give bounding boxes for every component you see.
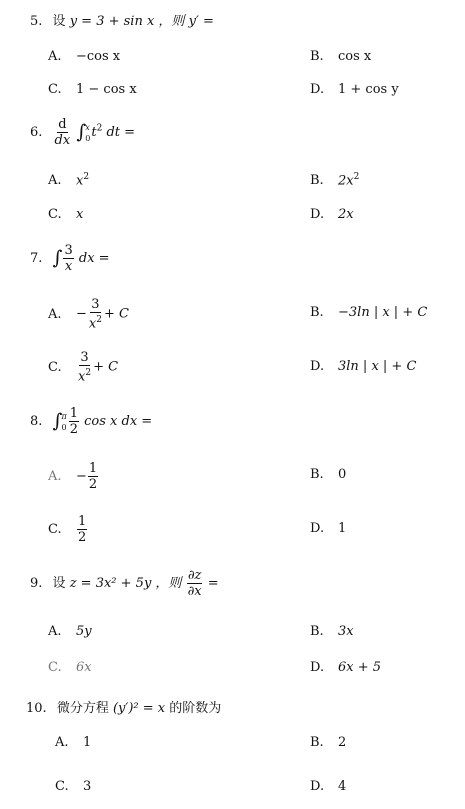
option-power: 2 [353, 172, 360, 182]
option-text: 3x [338, 624, 354, 639]
option-label: B. [310, 467, 324, 482]
partial-derivative [187, 568, 203, 599]
option-tail: + C [93, 359, 119, 375]
option-text: 1 [338, 521, 347, 536]
q10-option-d[interactable] [310, 779, 346, 794]
question-6 [30, 117, 135, 148]
q9-option-d[interactable] [310, 660, 381, 675]
q8-option-a[interactable] [48, 461, 99, 492]
partial-numerator: ∂z [187, 568, 202, 583]
denominator-base: x [78, 369, 86, 385]
fraction-denominator [88, 313, 103, 331]
question-9 [30, 568, 219, 599]
stem-tail: cos x dx = [84, 414, 153, 429]
option-text: 0 [338, 467, 347, 482]
denominator-power: 2 [96, 315, 102, 325]
q8-option-d[interactable] [310, 521, 346, 536]
q10-option-a[interactable] [55, 735, 91, 750]
option-label: A. [48, 469, 62, 484]
question-7 [30, 243, 110, 274]
q5-option-b[interactable] [310, 49, 371, 64]
q7-option-d[interactable] [310, 359, 416, 374]
denominator-power: 2 [85, 368, 92, 378]
q8-option-b[interactable] [310, 467, 346, 482]
fraction-numerator: 3 [64, 243, 73, 258]
option-label: C. [48, 207, 62, 222]
q6-option-d[interactable] [310, 207, 354, 222]
fraction-denominator [77, 366, 92, 384]
option-text: x [76, 207, 84, 222]
question-prefix: 设 [52, 576, 66, 591]
q9-option-b[interactable] [310, 624, 354, 639]
option-label: B. [310, 624, 324, 639]
option-fraction [88, 297, 103, 331]
question-prefix: 微分方程 [56, 701, 109, 716]
question-number: 10. [26, 701, 47, 716]
option-text: 4 [338, 779, 347, 794]
option-text: 3 [83, 779, 92, 794]
question-number: 9. [30, 576, 43, 591]
q5-option-a[interactable] [48, 49, 120, 64]
fraction-numerator: 1 [88, 461, 98, 476]
option-label: C. [48, 660, 62, 675]
fraction-denominator: 2 [69, 422, 78, 437]
fraction-numerator: 3 [80, 350, 89, 365]
option-text: 2x [338, 207, 354, 222]
question-expression: (y′)² = x [112, 701, 166, 716]
fraction-denominator: 2 [88, 477, 98, 492]
question-10 [26, 697, 221, 716]
integrand-power: 2 [96, 123, 103, 134]
fraction-numerator: 1 [69, 406, 78, 421]
lower-limit: 0 [85, 133, 91, 143]
question-number: 8. [30, 414, 43, 429]
option-label: A. [48, 49, 62, 64]
q5-option-d[interactable] [310, 82, 399, 97]
q6-option-a[interactable] [48, 172, 89, 188]
q7-option-a[interactable] [48, 297, 129, 331]
coefficient-fraction [69, 406, 79, 437]
stem-tail: = [207, 576, 219, 591]
q10-option-c[interactable] [55, 779, 91, 794]
option-label: A. [48, 173, 62, 189]
integral-sign: ∫ [52, 246, 63, 269]
option-label: D. [310, 82, 325, 97]
integrand: t [91, 125, 97, 140]
option-tail: + C [103, 306, 129, 322]
q5-option-c[interactable] [48, 82, 137, 97]
option-power: 2 [83, 172, 90, 182]
option-text: 1 + cos y [338, 82, 399, 97]
derivative-d: d [58, 117, 67, 132]
upper-limit: x [85, 122, 90, 132]
option-label: A. [48, 624, 62, 639]
stem-tail: dx = [78, 251, 110, 266]
option-label: B. [310, 305, 324, 320]
option-label: A. [48, 306, 62, 322]
option-text: 1 − cos x [76, 82, 137, 97]
option-label: B. [310, 173, 324, 189]
option-label: A. [55, 735, 69, 750]
fraction-denominator: 2 [78, 530, 87, 545]
option-base: x [76, 173, 84, 189]
option-label: D. [310, 660, 325, 675]
integral-sign: ∫ [76, 120, 87, 143]
option-text: 3ln | x | + C [338, 359, 417, 374]
question-number: 7. [30, 251, 43, 266]
option-label: D. [310, 521, 325, 536]
option-sign: − [76, 469, 87, 484]
option-text: cos x [338, 49, 372, 64]
lower-limit: 0 [61, 422, 67, 432]
option-fraction [88, 461, 98, 492]
option-sign: − [76, 306, 87, 322]
q9-option-c[interactable] [48, 660, 92, 675]
option-label: C. [55, 779, 69, 794]
option-label: B. [310, 735, 324, 750]
integral-limits [61, 411, 66, 433]
fraction-numerator: 3 [91, 297, 100, 312]
question-suffix: 的阶数为 [169, 701, 222, 716]
partial-denominator: ∂x [187, 584, 202, 599]
q6-option-b[interactable] [310, 172, 359, 188]
option-text: 1 [83, 735, 92, 750]
option-text: 6x [76, 660, 92, 675]
upper-limit: π [61, 411, 67, 421]
question-number: 5. [30, 14, 43, 29]
q10-option-b[interactable] [310, 735, 346, 750]
fraction-numerator: 1 [78, 514, 87, 529]
option-label: C. [48, 359, 62, 375]
derivative-dx: dx [54, 133, 71, 148]
stem-tail: dt = [106, 125, 136, 140]
question-number: 6. [30, 125, 43, 140]
fraction-denominator: x [64, 259, 73, 274]
option-label: C. [48, 522, 62, 537]
option-text: 6x + 5 [338, 660, 382, 675]
question-5 [30, 10, 214, 29]
q7-option-c[interactable] [48, 350, 118, 384]
q9-option-a[interactable] [48, 624, 92, 639]
option-text: 2 [338, 735, 347, 750]
option-text: −3ln | x | + C [338, 305, 428, 320]
option-base: 2x [338, 173, 354, 189]
option-label: D. [310, 779, 325, 794]
question-8 [30, 406, 152, 437]
option-label: B. [310, 49, 324, 64]
q6-option-c[interactable] [48, 207, 83, 222]
denominator-base: x [88, 316, 97, 332]
derivative-operator [54, 117, 72, 148]
integral-sign: ∫ [52, 409, 63, 432]
option-text: 5y [76, 624, 92, 639]
q8-option-c[interactable] [48, 514, 88, 545]
option-label: C. [48, 82, 62, 97]
question-stem: y = 3 + sin x ，则 y′ = [69, 14, 214, 29]
option-fraction [77, 514, 87, 545]
question-prefix: 设 [52, 14, 66, 29]
integral-limits [85, 122, 90, 144]
option-label: D. [310, 359, 325, 374]
integrand-fraction [63, 243, 73, 274]
option-text: −cos x [76, 49, 121, 64]
option-fraction [77, 350, 92, 384]
q7-option-b[interactable] [310, 305, 427, 320]
question-stem: z = 3x² + 5y ，则 [69, 576, 182, 591]
option-label: D. [310, 207, 325, 222]
